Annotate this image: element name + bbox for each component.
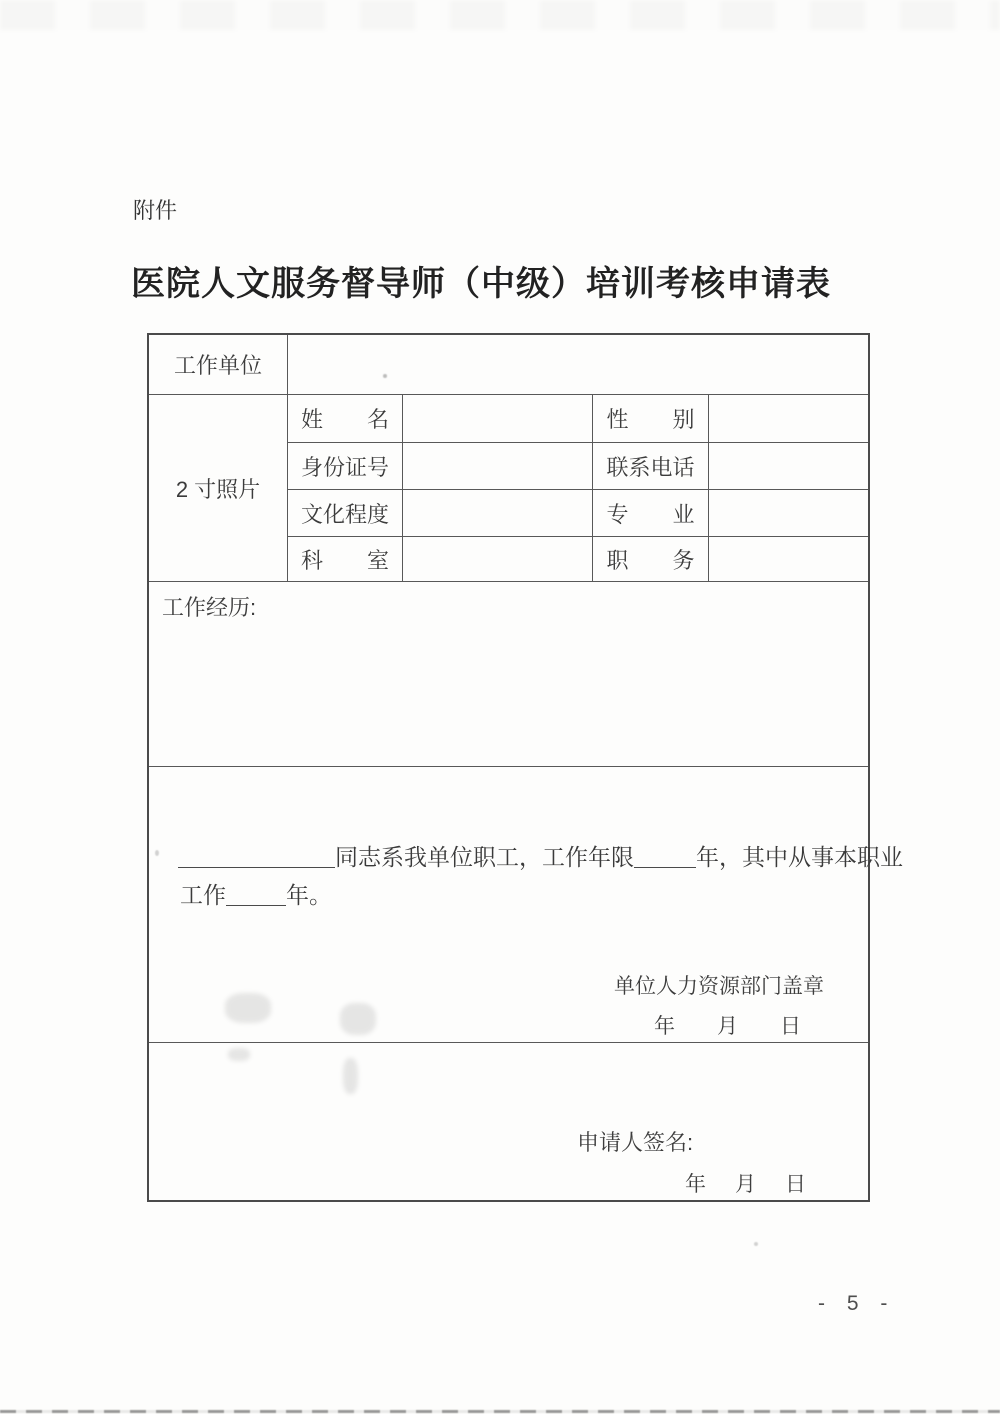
certification-text-1: 同志系我单位职工，工作年限 [335,844,634,870]
work-experience-section [149,582,868,767]
signature-date-label: 年 月 日 [685,1173,810,1196]
page-number: - 5 - [818,1292,896,1315]
applicant-signature-label: 申请人签名: [577,1130,694,1155]
scan-artifact-bottom [0,1410,1000,1413]
certification-line2-suffix: 年。 [286,882,332,908]
hr-date-label: 年 月 日 [654,1015,801,1038]
page-title: 医院人文服务督导师（中级）培训考核申请表 [131,265,831,303]
work-unit-row [149,335,868,395]
gender-value-cell [709,395,868,443]
id-number-label: 身份证号 [288,443,403,490]
department-label: 科 室 [288,537,403,582]
personal-info-grid [149,395,868,582]
occupation-years-blank-line [226,883,286,906]
major-label: 专 业 [593,490,709,537]
id-number-value-cell [403,443,593,490]
scan-smudge [225,993,271,1023]
photo-placeholder-cell: 2 寸照片 [149,395,288,582]
application-form-table [147,333,903,1202]
scan-speck [383,374,387,378]
certification-text-2: 年，其中从事本职业 [696,844,903,870]
work-unit-value-cell [288,335,868,395]
certification-line2-prefix: 工作 [180,882,226,908]
work-years-blank-line [634,845,696,868]
name-blank-line [178,845,335,868]
certification-line-1 [178,839,903,872]
work-experience-label: 工作经历: [162,595,257,620]
scan-speck [754,1242,758,1246]
scan-smudge [340,1003,376,1035]
applicant-signature-section [149,1043,868,1200]
scan-artifact-top [0,0,1000,30]
education-value-cell [403,490,593,537]
phone-label: 联系电话 [593,443,709,490]
department-value-cell [403,537,593,582]
attachment-label: 附件 [133,198,178,223]
work-unit-label: 工作单位 [149,335,288,395]
certification-line-2 [180,877,332,910]
hr-stamp-label: 单位人力资源部门盖章 [614,975,824,998]
phone-value-cell [709,443,868,490]
scan-speck [155,850,159,856]
scan-smudge [343,1058,358,1094]
gender-label: 性 别 [593,395,709,443]
name-label: 姓 名 [288,395,403,443]
education-label: 文化程度 [288,490,403,537]
position-label: 职 务 [593,537,709,582]
major-value-cell [709,490,868,537]
scan-smudge [228,1048,250,1061]
position-value-cell [709,537,868,582]
name-value-cell [403,395,593,443]
